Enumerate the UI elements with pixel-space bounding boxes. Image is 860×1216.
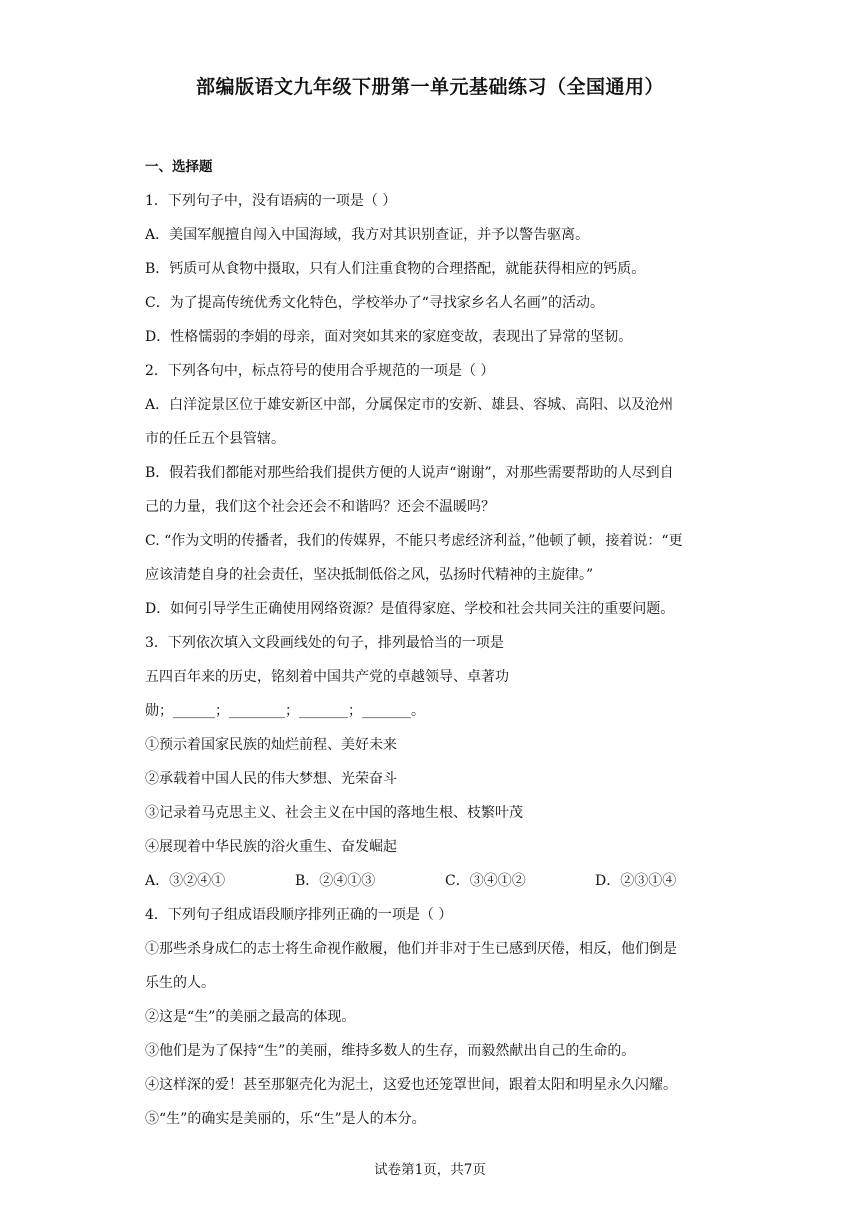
- q3-option-b: B．②④①③: [295, 873, 376, 889]
- q3-sentence-4: ④展现着中华民族的浴火重生、奋发崛起: [145, 839, 397, 855]
- q1-stem: 1．下列句子中，没有语病的一项是（ ）: [145, 193, 397, 209]
- section-heading: 一、选择题: [145, 159, 213, 175]
- q1-option-b: B．钙质可从食物中摄取，只有人们注重食物的合理搭配，就能获得相应的钙质。: [145, 261, 646, 277]
- q3-sentence-3: ③记录着马克思主义、社会主义在中国的落地生根、枝繁叶茂: [145, 805, 523, 821]
- q3-sentence-1: ①预示着国家民族的灿烂前程、美好未来: [145, 737, 397, 753]
- q4-sentence-4: ④这样深的爱！甚至那躯壳化为泥土，这爱也还笼罩世间，跟着太阳和明星永久闪耀。: [145, 1077, 677, 1093]
- q2-option-a-line2: 市的任丘五个县管辖。: [145, 431, 285, 447]
- q4-sentence-3: ③他们是为了保持“生”的美丽，维持多数人的生存，而毅然献出自己的生命的。: [145, 1043, 636, 1059]
- q4-sentence-2: ②这是“生”的美丽之最高的体现。: [145, 1009, 356, 1025]
- q3-options: [145, 864, 725, 898]
- page-footer: 试卷第1页，共7页: [374, 1162, 486, 1178]
- q3-passage-line2: 勋；______；________；_______；_______。: [145, 703, 425, 719]
- q2-option-c-line2: 应该清楚自身的社会责任，坚决抵制低俗之风，弘扬时代精神的主旋律。”: [145, 567, 594, 583]
- q4-sentence-5: ⑤“生”的确实是美丽的，乐“生”是人的本分。: [145, 1111, 426, 1127]
- q3-passage-line1: 五四百年来的历史，铭刻着中国共产党的卓越领导、卓著功: [145, 669, 509, 685]
- q1-option-c: C．为了提高传统优秀文化特色，学校举办了“寻找家乡名人名画”的活动。: [145, 295, 605, 311]
- q4-sentence-1-line1: ①那些杀身成仁的志士将生命视作敝履，他们并非对于生已感到厌倦，相反，他们倒是: [145, 941, 677, 957]
- page-title: 部编版语文九年级下册第一单元基础练习（全国通用）: [195, 76, 664, 98]
- q1-option-d: D．性格懦弱的李娟的母亲，面对突如其来的家庭变故，表现出了异常的坚韧。: [145, 329, 633, 345]
- question-content: [145, 150, 725, 1136]
- q2-option-b-line2: 己的力量，我们这个社会还会不和谐吗？还会不温暖吗？: [145, 499, 495, 515]
- q2-option-c-line1: C. “作为文明的传播者，我们的传媒界，不能只考虑经济利益，”他顿了顿，接着说：“更: [145, 533, 683, 549]
- q1-option-a: A．美国军舰擅自闯入中国海域，我方对其识别查证，并予以警告驱离。: [145, 227, 590, 243]
- q3-option-a: A．③②④①: [145, 873, 226, 889]
- q3-sentence-2: ②承载着中国人民的伟大梦想、光荣奋斗: [145, 771, 397, 787]
- q4-sentence-1-line2: 乐生的人。: [145, 975, 215, 991]
- q3-stem: 3．下列依次填入文段画线处的句子，排列最恰当的一项是: [145, 635, 504, 651]
- q2-option-a-line1: A．白洋淀景区位于雄安新区中部，分属保定市的安新、雄县、容城、高阳、以及沧州: [145, 397, 674, 413]
- q4-stem: 4．下列句子组成语段顺序排列正确的一项是（ ）: [145, 907, 453, 923]
- q3-option-d: D．②③①④: [595, 873, 677, 889]
- q2-option-b-line1: B．假若我们都能对那些给我们提供方便的人说声“谢谢”，对那些需要帮助的人尽到自: [145, 465, 674, 481]
- q2-option-d: D．如何引导学生正确使用网络资源？是值得家庭、学校和社会共同关注的重要问题。: [145, 601, 675, 617]
- q3-option-c: C．③④①②: [445, 873, 526, 889]
- q2-stem: 2．下列各句中，标点符号的使用合乎规范的一项是（ ）: [145, 363, 495, 379]
